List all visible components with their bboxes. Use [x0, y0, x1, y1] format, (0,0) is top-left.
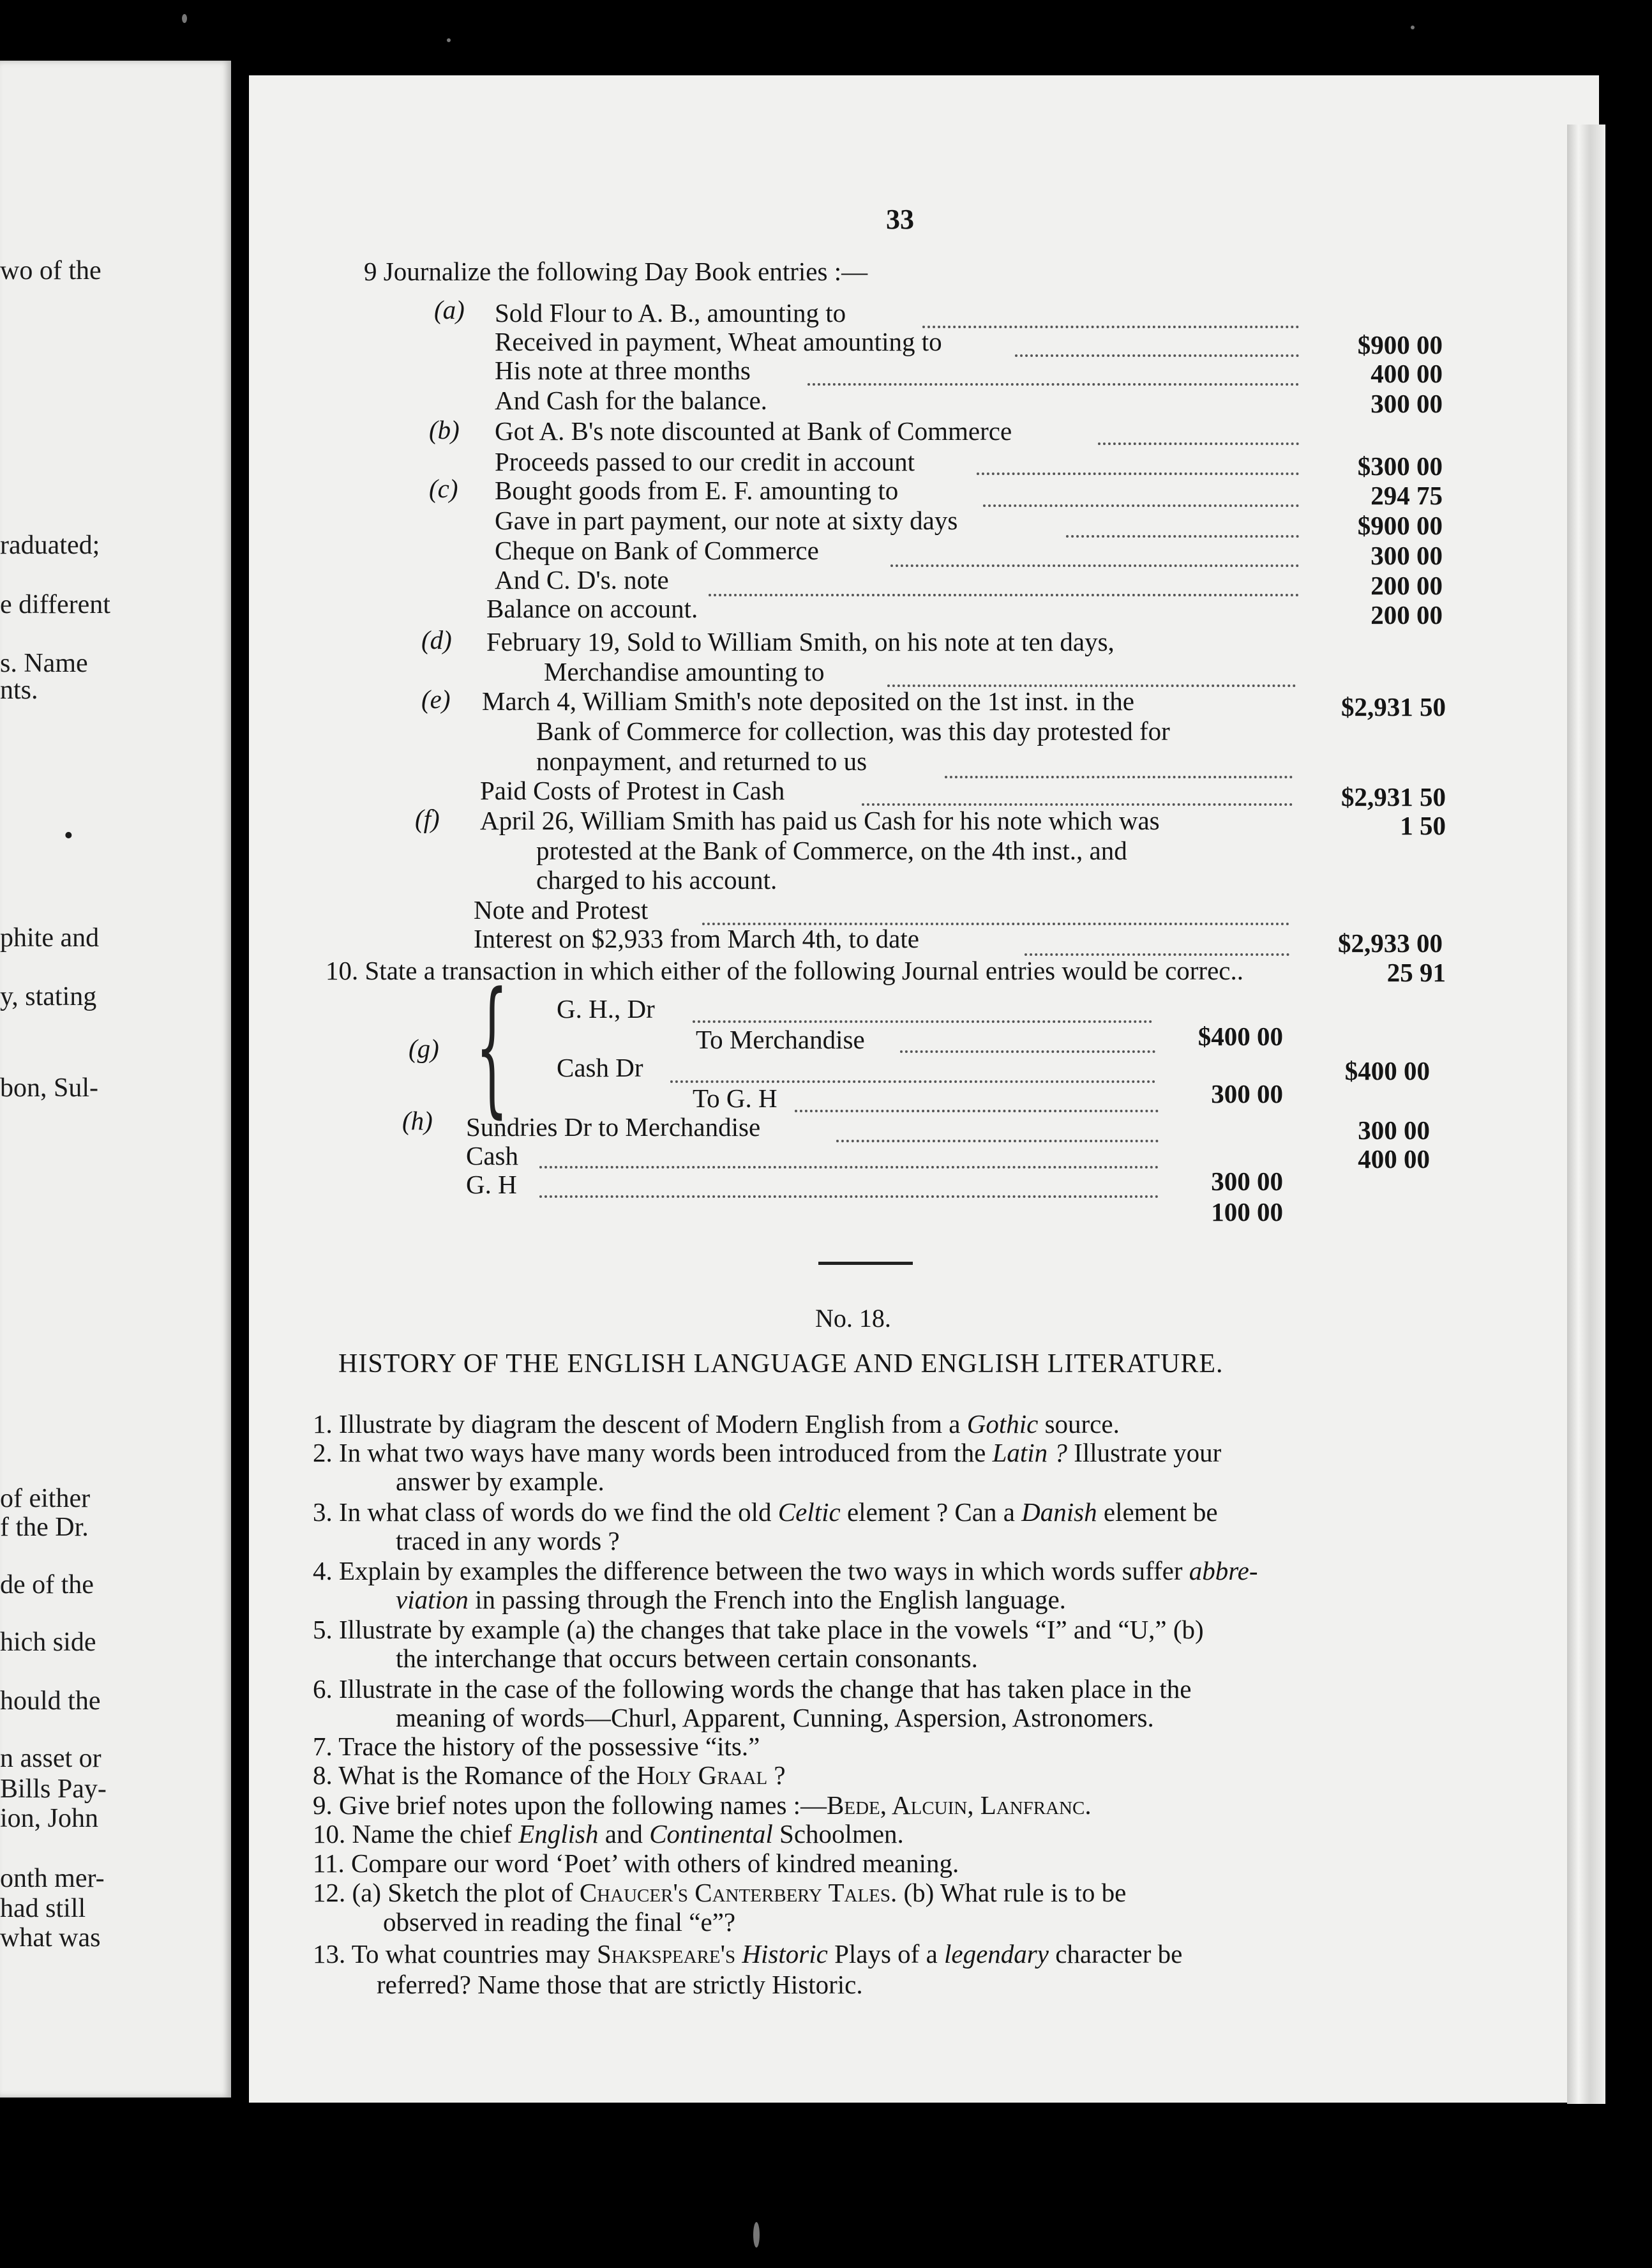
- question-12-continuation: observed in reading the final “e”?: [383, 1907, 736, 1937]
- question-13: 13. To what countries may Shakspeare's Historic Plays of a legendary character be: [313, 1939, 1183, 1969]
- question-2-continuation: answer by example.: [396, 1467, 604, 1496]
- question-4: 4. Explain by examples the difference between the two ways in which words suffer abbre-: [313, 1556, 1258, 1585]
- amount: 1 50: [1400, 811, 1446, 840]
- film-speck: [182, 14, 187, 23]
- question-number: 3.: [313, 1497, 333, 1527]
- left-line: bon, Sul-: [0, 1073, 99, 1103]
- entry-e-line: Paid Costs of Protest in Cash: [480, 776, 785, 805]
- question-6-continuation: meaning of words—Churl, Apparent, Cunning, Aspersion, Astronomers.: [396, 1703, 1154, 1732]
- amount: $900 00: [1357, 511, 1443, 540]
- question-number: 7.: [313, 1732, 333, 1761]
- leader-dots: [795, 1110, 1159, 1112]
- question-12: 12. (a) Sketch the plot of Chaucer's Canterbery Tales. (b) What rule is to be: [313, 1878, 1127, 1907]
- leader-dots: [1066, 535, 1299, 538]
- entry-label-h: (h): [402, 1106, 433, 1135]
- entry-f-line: April 26, William Smith has paid us Cash for his note which was: [480, 806, 1160, 835]
- left-line: s. Name: [0, 649, 88, 678]
- leader-dots: [1098, 442, 1299, 445]
- entry-label-g: (g): [409, 1034, 439, 1063]
- question-number: 10.: [313, 1819, 346, 1848]
- film-speck: [753, 2222, 760, 2248]
- left-line: ion, John: [0, 1804, 99, 1833]
- entry-e-line: Bank of Commerce for collection, was this day protested for: [536, 716, 1170, 746]
- question-number: 12.: [313, 1878, 346, 1907]
- amount: $2,931 50: [1341, 692, 1446, 722]
- amount: $400 00: [1198, 1022, 1283, 1051]
- amount: 294 75: [1370, 481, 1443, 510]
- question-number: 6.: [313, 1674, 333, 1704]
- question-number: 5.: [313, 1615, 333, 1644]
- left-line: n asset or: [0, 1744, 101, 1773]
- film-speck: [1411, 26, 1415, 29]
- entry-g-line: G. H., Dr: [557, 994, 655, 1024]
- leader-dots: [709, 594, 1299, 596]
- leader-dots: [900, 1050, 1155, 1053]
- amount: 300 00: [1370, 541, 1443, 570]
- question-number: 13.: [313, 1939, 346, 1969]
- entry-f-line: Note and Protest: [474, 895, 649, 925]
- film-speck: [447, 38, 451, 42]
- leader-dots: [693, 1020, 1152, 1023]
- entry-d-line: February 19, Sold to William Smith, on his note at ten days,: [486, 627, 1115, 656]
- left-line: nts.: [0, 676, 38, 705]
- entry-label-c: (c): [429, 474, 458, 503]
- question-5: 5. Illustrate by example (a) the changes that take place in the vowels “I” and “U,” (b): [313, 1615, 1204, 1644]
- leader-dots: [670, 1080, 1155, 1083]
- entry-c-line: Gave in part payment, our note at sixty days: [495, 506, 958, 535]
- question-1: 1. Illustrate by diagram the descent of Modern English from a Gothic source.: [313, 1409, 1120, 1439]
- question-9-heading: 9 Journalize the following Day Book entries :—: [364, 257, 868, 286]
- amount: $400 00: [1344, 1056, 1430, 1085]
- page-edge-shadow: [1567, 125, 1605, 2104]
- entry-c-line: Cheque on Bank of Commerce: [495, 536, 819, 565]
- section-rule: [818, 1262, 913, 1265]
- entry-label-a: (a): [434, 295, 465, 324]
- paper-title: HISTORY OF THE ENGLISH LANGUAGE AND ENGLISH LITERATURE.: [338, 1349, 1224, 1379]
- left-line: Bills Pay-: [0, 1774, 107, 1804]
- left-line: de of the: [0, 1570, 94, 1599]
- question-6: 6. Illustrate in the case of the following words the change that has taken place in the: [313, 1674, 1192, 1704]
- question-3: 3. In what class of words do we find the old Celtic element ? Can a Danish element be: [313, 1497, 1218, 1527]
- entry-h-line: Sundries Dr to Merchandise: [466, 1112, 761, 1142]
- question-number: 2.: [313, 1438, 333, 1467]
- entry-e-line: nonpayment, and returned to us: [536, 746, 867, 776]
- amount: 300 00: [1370, 389, 1443, 418]
- left-line: wo of the: [0, 256, 101, 285]
- brace: {: [476, 962, 509, 1132]
- entry-a-line: His note at three months: [495, 356, 751, 385]
- left-line: hould the: [0, 1686, 101, 1716]
- entry-c-line: Bought goods from E. F. amounting to: [495, 476, 899, 505]
- question-number: 9.: [313, 1790, 333, 1820]
- leader-dots: [983, 504, 1299, 507]
- amount: 200 00: [1370, 600, 1443, 630]
- left-line: had still: [0, 1894, 86, 1923]
- amount: 300 00: [1358, 1115, 1430, 1145]
- leader-dots: [945, 776, 1293, 778]
- leader-dots: [836, 1140, 1159, 1142]
- entry-e-line: March 4, William Smith's note deposited on the 1st inst. in the: [482, 686, 1134, 716]
- question-8: 8. What is the Romance of the Holy Graal ?: [313, 1760, 786, 1790]
- entry-d-line: Merchandise amounting to: [544, 657, 825, 686]
- question-9: 9. Give brief notes upon the following names :—Bede, Alcuin, Lanfranc.: [313, 1790, 1092, 1820]
- amount: 200 00: [1370, 571, 1443, 600]
- question-2: 2. In what two ways have many words been introduced from the Latin ? Illustrate your: [313, 1438, 1222, 1467]
- amount: 25 91: [1386, 958, 1446, 987]
- left-line: what was: [0, 1923, 101, 1953]
- page-number: 33: [886, 204, 914, 235]
- left-line: •: [64, 821, 73, 850]
- question-10-heading: 10. State a transaction in which either of the following Journal entries would be correc..: [326, 956, 1243, 985]
- left-line: y, stating: [0, 982, 97, 1011]
- entry-b-line: Proceeds passed to our credit in account: [495, 447, 915, 476]
- entry-a-line: Received in payment, Wheat amounting to: [495, 327, 942, 356]
- left-line: phite and: [0, 923, 100, 953]
- entry-label-b: (b): [429, 415, 460, 444]
- entry-f-line: charged to his account.: [536, 865, 777, 895]
- question-11: 11. Compare our word ‘Poet’ with others of kindred meaning.: [313, 1848, 959, 1878]
- amount: 400 00: [1370, 359, 1443, 388]
- paper-number: No. 18.: [815, 1304, 891, 1333]
- left-line: f the Dr.: [0, 1513, 89, 1542]
- amount: 300 00: [1211, 1079, 1283, 1108]
- leader-dots: [977, 472, 1299, 475]
- amount: $2,931 50: [1341, 782, 1446, 812]
- entry-f-line: Interest on $2,933 from March 4th, to date: [474, 924, 919, 953]
- leader-dots: [922, 326, 1299, 328]
- left-line: hich side: [0, 1628, 96, 1657]
- question-number: 4.: [313, 1556, 333, 1585]
- leader-dots: [1015, 354, 1299, 357]
- entry-g-line: Cash Dr: [557, 1053, 643, 1082]
- question-7: 7. Trace the history of the possessive “its.”: [313, 1732, 760, 1761]
- entry-g-line: To Merchandise: [696, 1025, 865, 1054]
- left-line: e different: [0, 590, 110, 619]
- entry-label-d: (d): [421, 625, 452, 654]
- entry-h-line: G. H: [466, 1170, 517, 1199]
- left-line: of either: [0, 1484, 91, 1513]
- question-number: 1.: [313, 1409, 333, 1439]
- entry-label-f: (f): [415, 804, 440, 833]
- question-10: 10. Name the chief English and Continental Schoolmen.: [313, 1819, 904, 1848]
- question-number: 8.: [313, 1760, 333, 1790]
- question-number: 11.: [313, 1848, 345, 1878]
- leader-dots: [539, 1166, 1159, 1168]
- entry-a-line: Sold Flour to A. B., amounting to: [495, 298, 846, 328]
- amount: 300 00: [1211, 1167, 1283, 1196]
- left-line: raduated;: [0, 531, 100, 560]
- leader-dots: [539, 1195, 1159, 1198]
- entry-f-line: protested at the Bank of Commerce, on the 4th inst., and: [536, 836, 1127, 865]
- entry-a-line: And Cash for the balance.: [495, 386, 767, 415]
- question-5-continuation: the interchange that occurs between certain consonants.: [396, 1644, 978, 1673]
- amount: 400 00: [1358, 1144, 1430, 1174]
- amount: $900 00: [1357, 330, 1443, 359]
- entry-c-line: Balance on account.: [486, 594, 698, 623]
- entry-h-line: Cash: [466, 1141, 518, 1170]
- question-4-continuation: viation in passing through the French into the English language.: [396, 1585, 1066, 1614]
- question-13-continuation: referred? Name those that are strictly Historic.: [377, 1970, 863, 1999]
- entry-b-line: Got A. B's note discounted at Bank of Commerce: [495, 416, 1012, 446]
- left-page-fragment: [0, 61, 231, 2098]
- entry-label-e: (e): [421, 684, 451, 714]
- amount: $2,933 00: [1338, 928, 1443, 958]
- amount: $300 00: [1357, 451, 1443, 481]
- leader-dots: [890, 564, 1299, 567]
- amount: 100 00: [1211, 1197, 1283, 1227]
- leader-dots: [807, 383, 1299, 386]
- question-3-continuation: traced in any words ?: [396, 1526, 620, 1555]
- left-line: onth mer-: [0, 1864, 105, 1893]
- entry-g-line: To G. H: [693, 1084, 777, 1113]
- entry-c-line: And C. D's. note: [495, 565, 669, 594]
